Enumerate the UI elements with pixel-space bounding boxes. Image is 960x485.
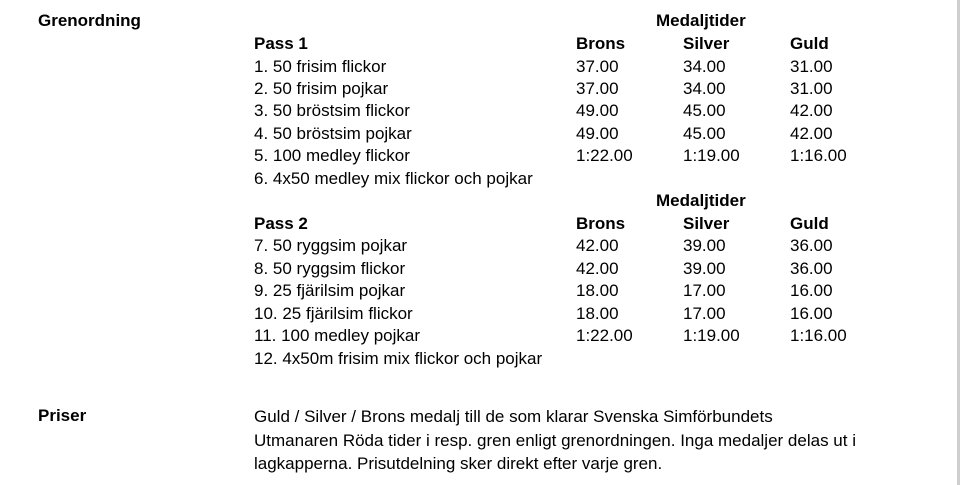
silver-time: 39.00 <box>683 236 726 255</box>
brons-time: 42.00 <box>576 236 619 255</box>
pass2-header-event: Pass 2 <box>254 214 308 233</box>
silver-time: 1:19.00 <box>683 326 740 345</box>
guld-time: 42.00 <box>790 101 833 120</box>
pass1-header-brons: Brons <box>576 34 626 53</box>
brons-time: 37.00 <box>576 79 619 98</box>
pass1-header-event: Pass 1 <box>254 34 308 53</box>
silver-time: 34.00 <box>683 79 726 98</box>
guld-time: 31.00 <box>790 57 833 76</box>
silver-time: 17.00 <box>683 281 726 300</box>
guld-time: 1:16.00 <box>790 146 847 165</box>
pass2-header-brons: Brons <box>576 214 626 233</box>
silver-time: 1:19.00 <box>683 146 740 165</box>
silver-time: 34.00 <box>683 57 726 76</box>
prizes-line: Guld / Silver / Brons medalj till de som klarar Svenska Simförbundets <box>254 407 773 426</box>
brons-time: 18.00 <box>576 304 619 323</box>
pass2-medal-heading: Medaljtider <box>656 191 746 210</box>
silver-time: 39.00 <box>683 259 726 278</box>
event-name: 9. 25 fjärilsim pojkar <box>254 281 406 300</box>
brons-time: 1:22.00 <box>576 146 633 165</box>
event-name: 4. 50 bröstsim pojkar <box>254 124 412 143</box>
event-name: 6. 4x50 medley mix flickor och pojkar <box>254 169 533 188</box>
prizes-line: Utmanaren Röda tider i resp. gren enligt grenordningen. Inga medaljer delas ut i <box>254 430 856 450</box>
guld-time: 31.00 <box>790 79 833 98</box>
silver-time: 45.00 <box>683 124 726 143</box>
silver-time: 45.00 <box>683 101 726 120</box>
brons-time: 42.00 <box>576 259 619 278</box>
event-name: 2. 50 frisim pojkar <box>254 79 389 98</box>
pass1-medal-heading: Medaljtider <box>656 11 746 30</box>
pass2-header-guld: Guld <box>790 214 829 233</box>
event-name: 12. 4x50m frisim mix flickor och pojkar <box>254 349 543 368</box>
brons-time: 37.00 <box>576 57 619 76</box>
prizes-label: Priser <box>38 406 87 425</box>
pass1-header-guld: Guld <box>790 34 829 53</box>
brons-time: 49.00 <box>576 101 619 120</box>
silver-time: 17.00 <box>683 304 726 323</box>
event-name: 8. 50 ryggsim flickor <box>254 259 406 278</box>
event-name: 10. 25 fjärilsim flickor <box>254 304 413 323</box>
guld-time: 36.00 <box>790 236 833 255</box>
guld-time: 42.00 <box>790 124 833 143</box>
event-name: 11. 100 medley pojkar <box>254 326 421 345</box>
brons-time: 49.00 <box>576 124 619 143</box>
brons-time: 1:22.00 <box>576 326 633 345</box>
guld-time: 36.00 <box>790 259 833 278</box>
event-name: 7. 50 ryggsim pojkar <box>254 236 408 255</box>
prizes-line: lagkapperna. Prisutdelning sker direkt efter varje gren. <box>254 454 663 473</box>
program-label: Grenordning <box>38 11 141 30</box>
guld-time: 16.00 <box>790 281 833 300</box>
pass2-header-silver: Silver <box>683 214 730 233</box>
pass1-header-silver: Silver <box>683 34 730 53</box>
brons-time: 18.00 <box>576 281 619 300</box>
prizes-paragraph <box>254 405 914 476</box>
guld-time: 1:16.00 <box>790 326 847 345</box>
event-name: 1. 50 frisim flickor <box>254 57 387 76</box>
event-name: 5. 100 medley flickor <box>254 146 410 165</box>
event-name: 3. 50 bröstsim flickor <box>254 101 410 120</box>
guld-time: 16.00 <box>790 304 833 323</box>
